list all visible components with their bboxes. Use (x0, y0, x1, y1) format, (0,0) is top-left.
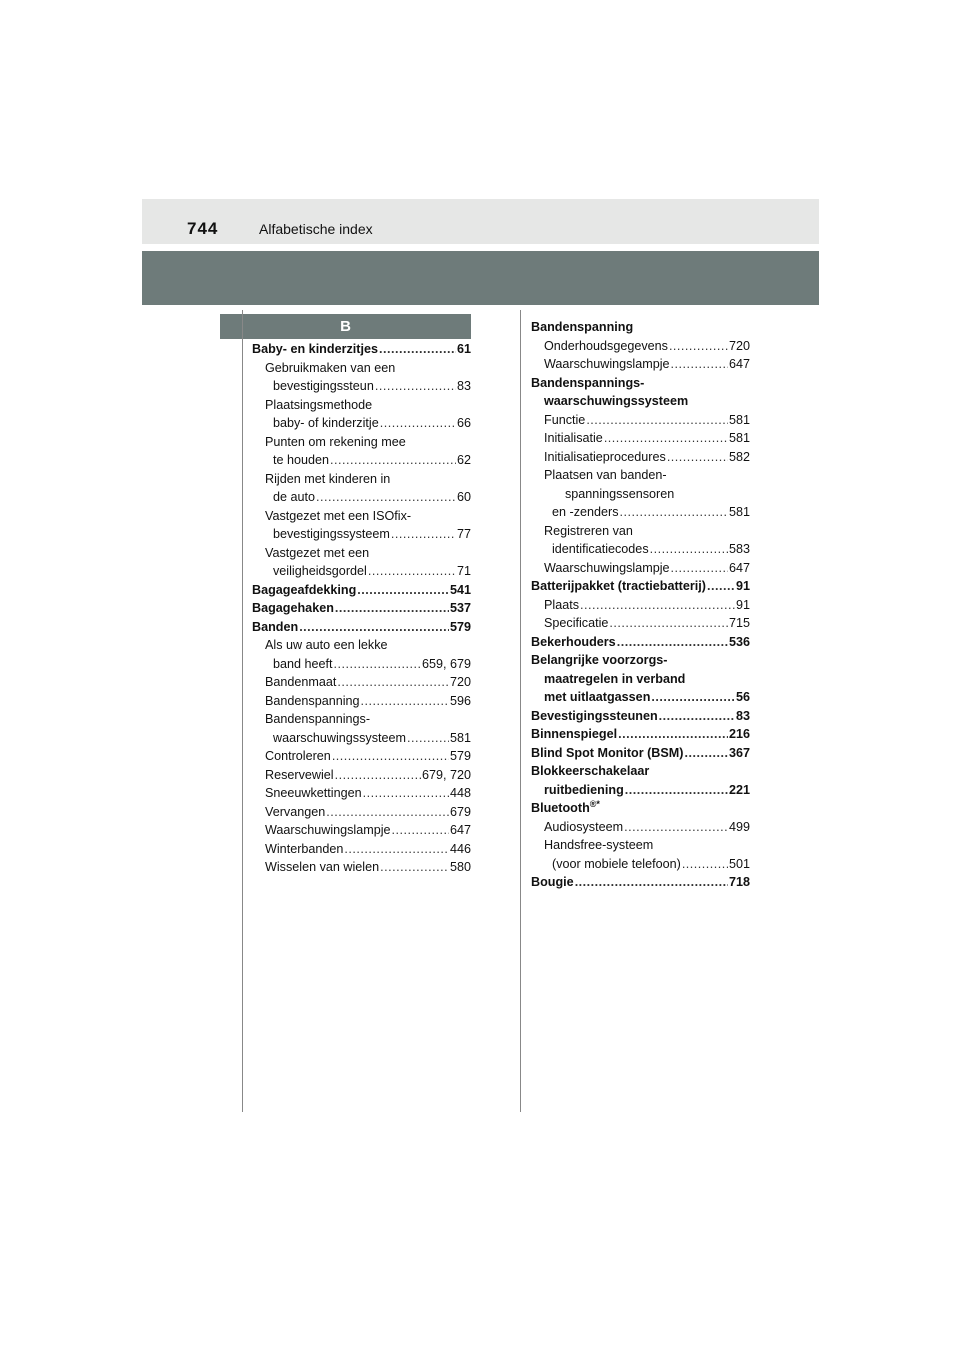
index-subentry[interactable]: Initialisatieprocedures ..... 582 (531, 448, 750, 467)
index-subentry[interactable]: Specificatie ..... 715 (531, 614, 750, 633)
index-entry: maatregelen in verband (544, 671, 686, 686)
page-header (142, 199, 819, 244)
index-entry[interactable]: Binnenspiegel ..... 216 (531, 725, 750, 744)
index-subentry[interactable]: waarschuwingssysteem ..... 581 (252, 729, 471, 748)
index-subentry: Plaatsingsmethode (265, 397, 373, 412)
index-subentry: Rijden met kinderen in (265, 471, 391, 486)
index-entry[interactable]: met uitlaatgassen ..... 56 (531, 688, 750, 707)
index-entry[interactable]: Bougie ..... 718 (531, 873, 750, 892)
index-entry: Blokkeerschakelaar (531, 764, 650, 778)
index-entry: Bluetooth®* (531, 798, 600, 815)
index-subentry[interactable]: en -zenders ..... 581 (531, 503, 750, 522)
section-title: Alfabetische index (259, 221, 373, 237)
column-divider-right (520, 310, 521, 1112)
index-subentry[interactable]: identificatiecodes ..... 583 (531, 540, 750, 559)
index-subentry[interactable]: Bandenmaat ..... 720 (252, 673, 471, 692)
column-divider-left (242, 310, 243, 1112)
index-subentry: Handsfree-systeem (544, 838, 654, 852)
index-subentry: Gebruikmaken van een (265, 360, 396, 375)
index-subentry[interactable]: Waarschuwingslampje ..... 647 (531, 559, 750, 578)
index-subentry[interactable]: Onderhoudsgegevens ..... 720 (531, 337, 750, 356)
index-subentry[interactable]: Waarschuwingslampje ..... 647 (252, 821, 471, 840)
index-subentry[interactable]: Sneeuwkettingen ..... 448 (252, 784, 471, 803)
index-column-right (531, 318, 750, 892)
index-subentry: Registreren van (544, 523, 633, 538)
index-subentry[interactable]: Plaats ..... 91 (531, 596, 750, 615)
index-subentry[interactable]: bevestigingssysteem ..... 77 (252, 525, 471, 544)
index-entry[interactable]: Blind Spot Monitor (BSM) ..... 367 (531, 744, 750, 763)
index-subentry[interactable]: Vervangen ..... 679 (252, 803, 471, 822)
index-subentry: spanningssensoren (565, 486, 675, 501)
index-entry[interactable]: Baby- en kinderzitjes ..... 61 (252, 340, 471, 359)
index-entry[interactable]: Bagagehaken ..... 537 (252, 599, 471, 618)
index-entry[interactable]: Bevestigingssteunen ..... 83 (531, 707, 750, 726)
index-subentry[interactable]: bevestigingssteun ..... 83 (252, 377, 471, 396)
index-column-left (252, 340, 471, 877)
trademark-mark: ®* (589, 798, 600, 809)
index-subentry: Vastgezet met een ISOfix- (265, 508, 412, 523)
index-subentry: Punten om rekening mee (265, 434, 406, 449)
index-entry[interactable]: Bekerhouders ..... 536 (531, 633, 750, 652)
letter-heading: B (220, 314, 471, 339)
index-subentry: Bandenspannings- (265, 712, 371, 726)
index-entry: waarschuwingssysteem (544, 394, 689, 408)
index-entry: Bandenspanning (531, 320, 634, 334)
page-number: 744 (187, 219, 219, 238)
index-subentry[interactable]: de auto ..... 60 (252, 488, 471, 507)
index-subentry[interactable]: Controleren ..... 579 (252, 747, 471, 766)
index-subentry[interactable]: Wisselen van wielen ..... 580 (252, 858, 471, 877)
index-subentry[interactable]: Initialisatie ..... 581 (531, 429, 750, 448)
index-entry: Belangrijke voorzorgs- (531, 653, 668, 667)
index-subentry[interactable]: Functie ..... 581 (531, 411, 750, 430)
index-subentry[interactable]: Bandenspanning ..... 596 (252, 692, 471, 711)
index-subentry[interactable]: te houden ..... 62 (252, 451, 471, 470)
index-subentry[interactable]: Audiosysteem ..... 499 (531, 818, 750, 837)
index-subentry: Plaatsen van banden- (544, 468, 667, 482)
index-subentry[interactable]: Winterbanden ..... 446 (252, 840, 471, 859)
header-band (142, 251, 819, 305)
index-entry[interactable]: Batterijpakket (tractiebatterij) ..... 91 (531, 577, 750, 596)
index-subentry: Als uw auto een lekke (265, 638, 388, 652)
index-entry[interactable]: Bagageafdekking ..... 541 (252, 581, 471, 600)
index-entry: Bandenspannings- (531, 375, 645, 390)
index-subentry[interactable]: Waarschuwingslampje ..... 647 (531, 355, 750, 374)
index-subentry[interactable]: Reservewiel ..... 679, 720 (252, 766, 471, 785)
index-subentry[interactable]: veiligheidsgordel ..... 71 (252, 562, 471, 581)
index-entry[interactable]: Banden ..... 579 (252, 618, 471, 637)
index-subentry[interactable]: (voor mobiele telefoon) ..... 501 (531, 855, 750, 874)
index-subentry[interactable]: band heeft ..... 659, 679 (252, 655, 471, 674)
index-subentry: Vastgezet met een (265, 545, 370, 560)
index-entry[interactable]: ruitbediening ..... 221 (531, 781, 750, 800)
index-subentry[interactable]: baby- of kinderzitje ..... 66 (252, 414, 471, 433)
